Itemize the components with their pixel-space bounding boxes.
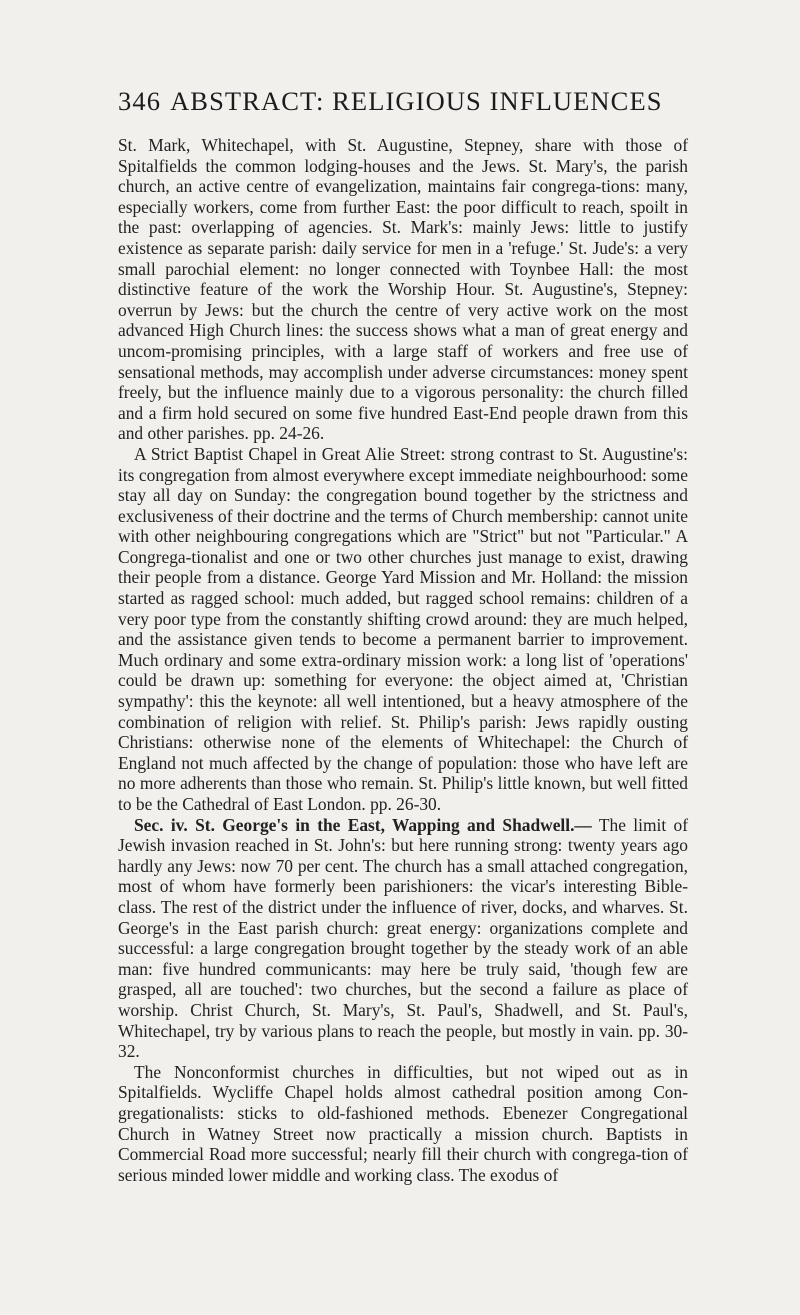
running-title: ABSTRACT: RELIGIOUS INFLUENCES — [170, 86, 663, 116]
paragraph-2: A Strict Baptist Chapel in Great Alie Street: strong contrast to St. Augustine's: its congregation from almost everywhere except immediate neighbourhood: some stay all day on Sunday: the congregation bound together by the strictness and exclusiveness of their doctrine and the terms of Church membership: cannot unite with other neighbouring congregations which are "Strict" but not "Particular." A Congrega-tionalist and one or two other churches just manage to exist, drawing their people from a distance. George Yard Mission and Mr. Holland: the mission started as ragged school: much added, but ragged school remains: children of a very poor type from the constantly shifting crowd around: they are much helped, and the assistance given tends to become a permanent barrier to improvement. Much ordinary and some extra-ordinary mission work: a long list of 'operations' could be drawn up: something for everyone: the object aimed at, 'Christian sympathy': this the keynote: all well intentioned, but a heavy atmosphere of the combination of religion with relief. St. Philip's parish: Jews rapidly ousting Christians: otherwise none of the elements of Whitechapel: the Church of England not much affected by the change of population: those who have left are no more adherents than those who remain. St. Philip's little known, but well fitted to be the Cathedral of East London. pp. 26-30. — [118, 443, 688, 814]
paragraph-3-text: The limit of Jewish invasion reached in St. John's: but here running strong: twenty years ago hardly any Jews: now 70 per cent. The church has a small attached congregation, most of whom have formerly been parishioners: the vicar's interesting Bible-class. The rest of the district under the influence of river, docks, and wharves. St. George's in the East parish church: great energy: organizations complete and successful: a large congregation brought together by the steady work of an able man: five hundred communicants: may here be truly said, 'though few are grasped, all are touched': two churches, but the second a failure as place of worship. Christ Church, St. Mary's, St. Paul's, Shadwell, and St. Paul's, Whitechapel, try by various plans to reach the people, but mostly in vain. pp. 30-32. — [118, 814, 688, 1062]
paragraph-3 — [118, 815, 688, 1062]
body-text — [118, 135, 688, 1185]
page-number: 346 — [118, 86, 162, 116]
paragraph-4: The Nonconformist churches in difficulties, but not wiped out as in Spitalfields. Wycliffe Chapel holds almost cathedral position among Con-gregationalists: sticks to old-fashioned methods. Ebenezer Congregational Church in Watney Street now practically a mission church. Baptists in Commercial Road more successful; nearly fill their church with congrega-tion of serious minded lower middle and working class. The exodus of — [118, 1061, 688, 1185]
paragraph-1: St. Mark, Whitechapel, with St. Augustine, Stepney, share with those of Spitalfields the common lodging-houses and the Jews. St. Mary's, the parish church, an active centre of evangelization, maintains fair congrega-tions: many, especially workers, come from further East: the poor difficult to reach, spoilt in the past: overlapping of agencies. St. Mark's: mainly Jews: little to justify existence as separate parish: daily service for men in a 'refuge.' St. Jude's: a very small parochial element: no longer connected with Toynbee Hall: the most distinctive feature of the work the Worship Hour. St. Augustine's, Stepney: overrun by Jews: but the church the centre of very active work on the most advanced High Church lines: the success shows what a man of great energy and uncom-promising principles, with a large staff of workers and free use of sensational methods, may accomplish under adverse circumstances: money spent freely, but the influence mainly due to a vigorous personality: the church filled and a firm hold secured on some five hundred East-End people drawn from this and other parishes. pp. 24-26. — [118, 135, 688, 444]
section-heading: Sec. iv. St. George's in the East, Wapping and Shadwell.— — [134, 814, 592, 835]
running-head — [118, 86, 688, 117]
book-page — [118, 86, 688, 1185]
